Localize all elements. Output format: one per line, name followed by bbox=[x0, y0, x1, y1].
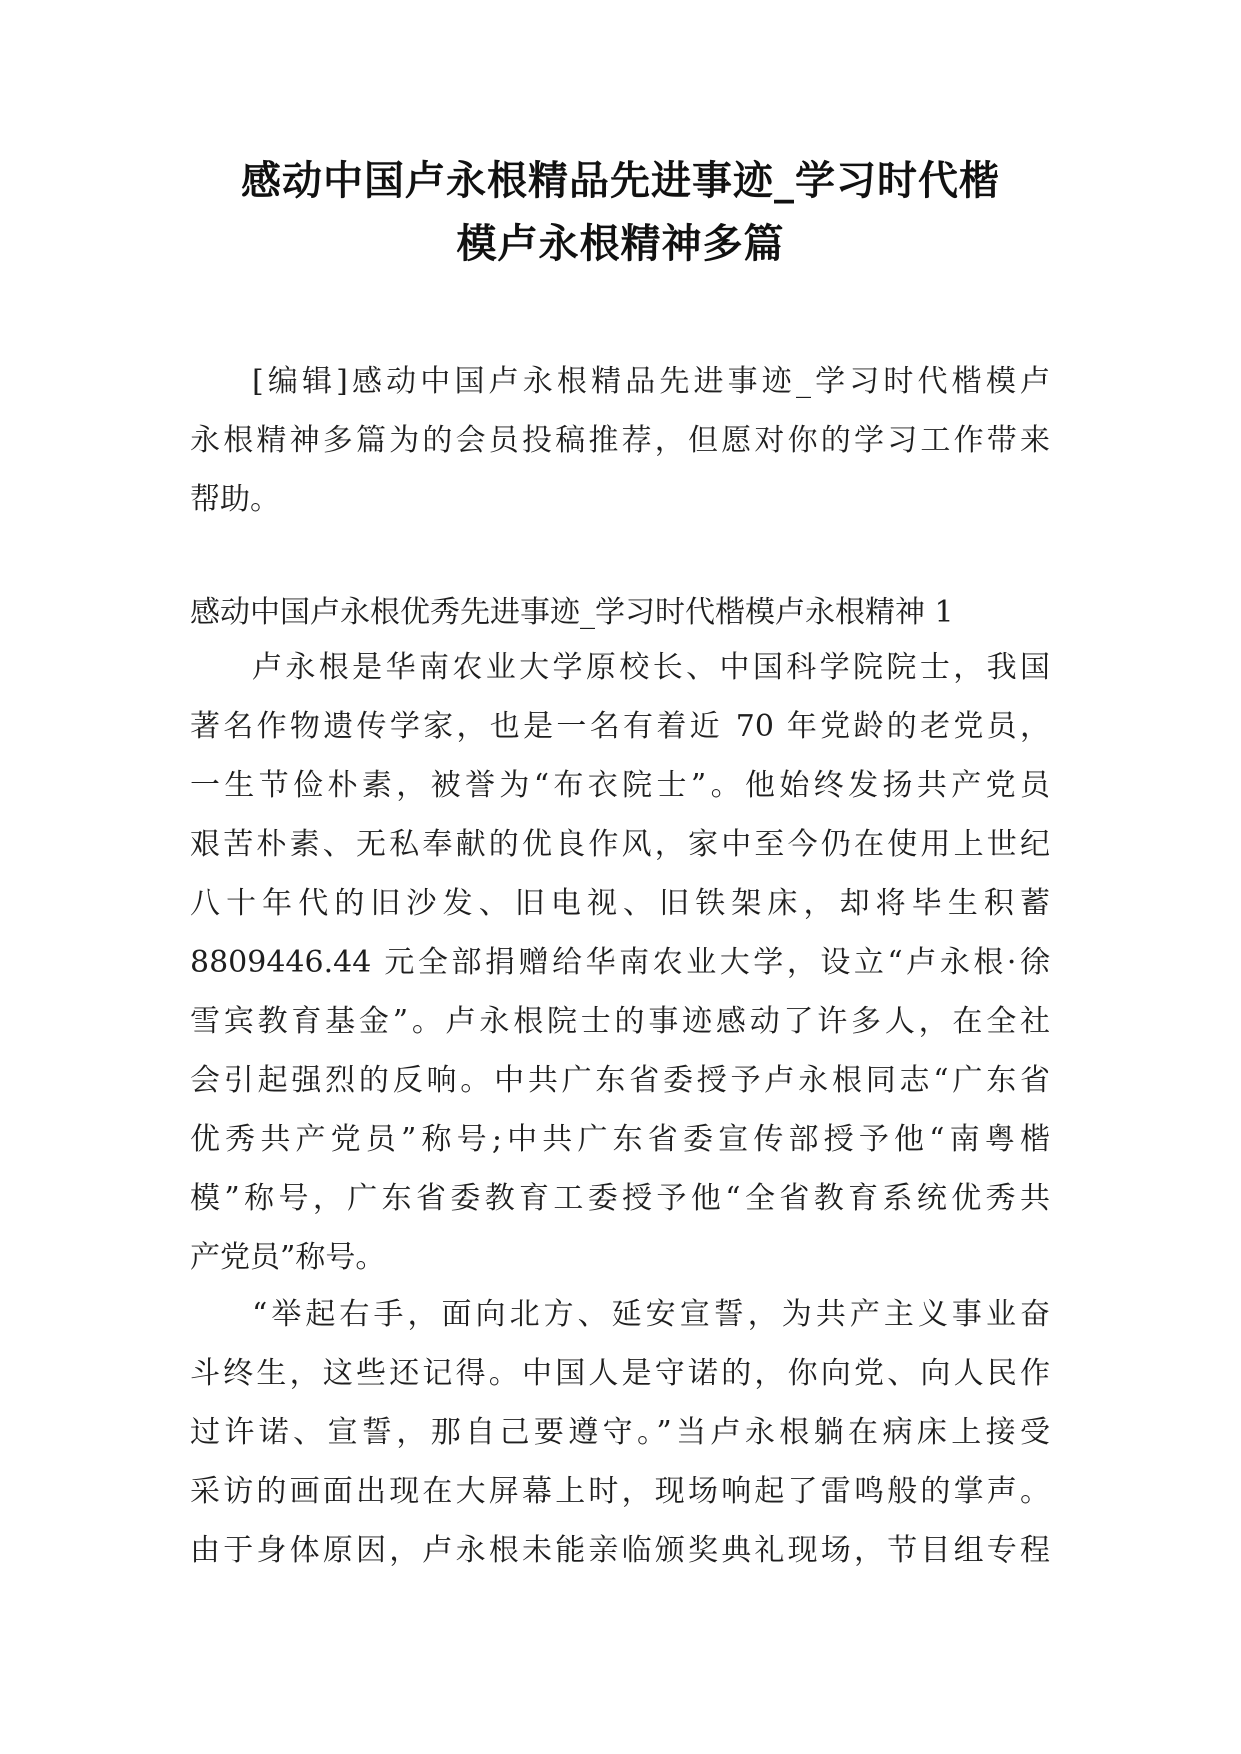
body-paragraph-2 bbox=[190, 1285, 1050, 1580]
paragraph-line: 斗终生，这些还记得。中国人是守诺的，你向党、向人民作 bbox=[190, 1356, 1050, 1391]
intro-line: 永根精神多篇为的会员投稿推荐，但愿对你的学习工作带来 bbox=[190, 423, 1050, 458]
paragraph-line: 由于身体原因，卢永根未能亲临颁奖典礼现场，节目组专程 bbox=[190, 1533, 1050, 1568]
section-heading-text: 感动中国卢永根优秀先进事迹_学习时代楷模卢永根精神 1 bbox=[190, 595, 954, 630]
body-paragraph-1 bbox=[190, 638, 1050, 1287]
title-line-1: 感动中国卢永根精品先进事迹_学习时代楷 bbox=[241, 158, 1000, 204]
intro-line: 帮助。 bbox=[190, 482, 280, 517]
paragraph-line: 卢永根是华南农业大学原校长、中国科学院院士，我国 bbox=[252, 650, 1050, 685]
paragraph-line: “举起右手，面向北方、延安宣誓，为共产主义事业奋 bbox=[252, 1297, 1050, 1332]
paragraph-line: 艰苦朴素、无私奉献的优良作风，家中至今仍在使用上世纪 bbox=[190, 827, 1050, 862]
paragraph-line: 会引起强烈的反响。中共广东省委授予卢永根同志“广东省 bbox=[190, 1063, 1050, 1098]
document-title bbox=[190, 150, 1051, 276]
paragraph-line: 一生节俭朴素，被誉为“布衣院士”。他始终发扬共产党员 bbox=[190, 768, 1050, 803]
paragraph-line: 过许诺、宣誓，那自己要遵守。”当卢永根躺在病床上接受 bbox=[190, 1415, 1050, 1450]
paragraph-line: 著名作物遗传学家，也是一名有着近 70 年党龄的老党员， bbox=[190, 709, 1050, 744]
section-heading bbox=[190, 583, 1050, 642]
paragraph-line: 模”称号，广东省委教育工委授予他“全省教育系统优秀共 bbox=[190, 1181, 1050, 1216]
paragraph-line: 产党员”称号。 bbox=[190, 1240, 386, 1275]
title-line-2: 模卢永根精神多篇 bbox=[456, 221, 785, 267]
paragraph-line: 优秀共产党员”称号;中共广东省委宣传部授予他“南粤楷 bbox=[190, 1122, 1050, 1157]
paragraph-line: 采访的画面出现在大屏幕上时，现场响起了雷鸣般的掌声。 bbox=[190, 1474, 1050, 1509]
paragraph-line: 8809446.44 元全部捐赠给华南农业大学，设立“卢永根·徐 bbox=[190, 945, 1050, 980]
paragraph-line: 八十年代的旧沙发、旧电视、旧铁架床，却将毕生积蓄 bbox=[190, 886, 1050, 921]
intro-paragraph bbox=[190, 352, 1050, 529]
paragraph-line: 雪宾教育基金”。卢永根院士的事迹感动了许多人，在全社 bbox=[190, 1004, 1050, 1039]
intro-line: [编辑]感动中国卢永根精品先进事迹_学习时代楷模卢 bbox=[252, 364, 1050, 399]
